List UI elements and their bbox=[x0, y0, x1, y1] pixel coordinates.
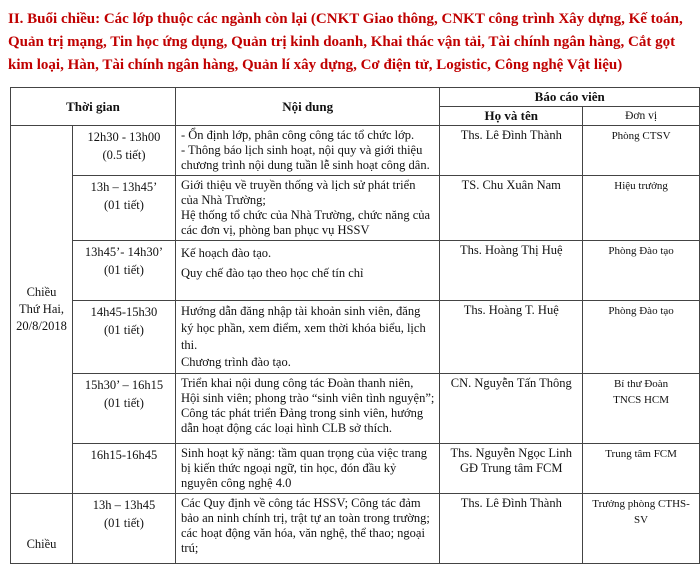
day-cell-next: Chiều bbox=[11, 494, 73, 564]
content-cell: - Ổn định lớp, phân công công tác tổ chức lớp. - Thông báo lịch sinh hoạt, nội quy và giới thiệu chương trình nội dung tuần lễ sinh hoạt công dân. bbox=[175, 126, 439, 176]
section-heading-text: II. Buổi chiều: Các lớp thuộc các ngành còn lại (CNKT Giao thông, CNKT công trình Xây dựng, Kế toán, Quản trị mạng, Tin học ứng dụng, Quản trị kinh doanh, Khai thác vận tải, Tài chính ngân hàng, Cắt gọt kim loại, Hàn, Tài chính ngân hàng, Quản lí xây dựng, Cơ điện tử, Logistic, Công nghệ Vật liệu) bbox=[8, 11, 683, 73]
content-cell: Kế hoạch đào tạo. Quy chế đào tạo theo học chế tín chỉ bbox=[175, 241, 439, 301]
unit-cell: Phòng CTSV bbox=[583, 126, 700, 176]
reporter-name-cell: Ths. Nguyễn Ngọc Linh GĐ Trung tâm FCM bbox=[440, 444, 583, 494]
table-row bbox=[11, 374, 700, 444]
unit-cell: Trung tâm FCM bbox=[583, 444, 700, 494]
reporter-name-cell: Ths. Hoàng Thị Huệ bbox=[440, 241, 583, 301]
time-cell: 13h – 13h45 (01 tiết) bbox=[72, 494, 175, 564]
table-row bbox=[11, 444, 700, 494]
header-name: Họ và tên bbox=[440, 107, 583, 126]
header-time: Thời gian bbox=[11, 88, 176, 126]
unit-cell: Phòng Đào tạo bbox=[583, 301, 700, 374]
reporter-name-cell: Ths. Lê Đình Thành bbox=[440, 126, 583, 176]
reporter-name-cell: CN. Nguyễn Tấn Thông bbox=[440, 374, 583, 444]
section-heading bbox=[8, 8, 692, 77]
unit-cell: Phòng Đào tạo bbox=[583, 241, 700, 301]
reporter-name-cell: TS. Chu Xuân Nam bbox=[440, 176, 583, 241]
reporter-name-cell: Ths. Lê Đình Thành bbox=[440, 494, 583, 564]
table-row bbox=[11, 241, 700, 301]
header-content: Nội dung bbox=[175, 88, 439, 126]
header-row-1 bbox=[11, 88, 700, 107]
content-cell: Sinh hoạt kỹ năng: tầm quan trọng của việc trang bị kiến thức ngoại ngữ, tin học, đón đầu kỷ nguyên công nghệ 4.0 bbox=[175, 444, 439, 494]
table-row bbox=[11, 301, 700, 374]
table-row bbox=[11, 494, 700, 564]
unit-cell: Bí thư Đoàn TNCS HCM bbox=[583, 374, 700, 444]
time-cell: 12h30 - 13h00 (0.5 tiết) bbox=[72, 126, 175, 176]
time-cell: 16h15-16h45 bbox=[72, 444, 175, 494]
content-cell: Triển khai nội dung công tác Đoàn thanh niên, Hội sinh viên; phong trào “sinh viên tình nguyện”; Công tác phát triển Đảng trong sinh viên, hướng dẫn hoạt động các loại hình CLB sở thích. bbox=[175, 374, 439, 444]
time-cell: 13h – 13h45’ (01 tiết) bbox=[72, 176, 175, 241]
time-cell: 14h45-15h30 (01 tiết) bbox=[72, 301, 175, 374]
day-cell-monday: Chiều Thứ Hai, 20/8/2018 bbox=[11, 126, 73, 494]
schedule-table bbox=[10, 87, 700, 564]
header-reporter: Báo cáo viên bbox=[440, 88, 700, 107]
content-cell: Các Quy định về công tác HSSV; Công tác đảm bảo an ninh chính trị, trật tự an toàn trong trường; các hoạt động văn hóa, văn nghệ, thể thao; ngoại trú; bbox=[175, 494, 439, 564]
unit-cell: Trưởng phòng CTHS-SV bbox=[583, 494, 700, 564]
time-cell: 15h30’ – 16h15 (01 tiết) bbox=[72, 374, 175, 444]
unit-cell: Hiệu trưởng bbox=[583, 176, 700, 241]
table-row bbox=[11, 176, 700, 241]
header-unit: Đơn vị bbox=[583, 107, 700, 126]
time-cell: 13h45’- 14h30’ (01 tiết) bbox=[72, 241, 175, 301]
table-row bbox=[11, 126, 700, 176]
content-cell: Giới thiệu về truyền thống và lịch sử phát triển của Nhà Trường; Hệ thống tổ chức của Nhà Trường, chức năng của các đơn vị, phòng ban phục vụ HSSV bbox=[175, 176, 439, 241]
reporter-name-cell: Ths. Hoàng T. Huệ bbox=[440, 301, 583, 374]
content-cell: Hướng dẫn đăng nhập tài khoản sinh viên, đăng ký học phần, xem điểm, xem thời khóa biểu, lịch thi. Chương trình đào tạo. bbox=[175, 301, 439, 374]
